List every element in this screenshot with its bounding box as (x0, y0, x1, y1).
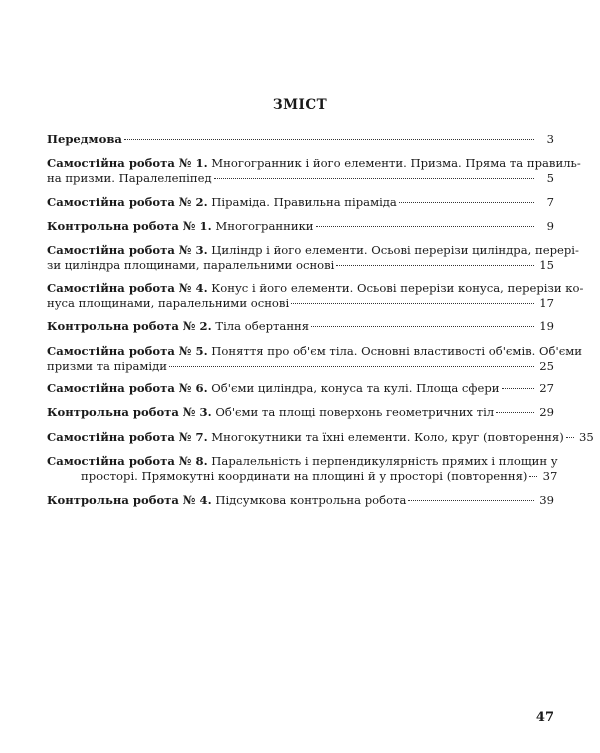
toc-page-number: 3 (546, 132, 554, 146)
toc-entry[interactable] (47, 243, 579, 273)
toc-page-number: 5 (546, 171, 554, 185)
toc-entry-text: на призми. Паралелепіпед (47, 171, 212, 185)
toc-entry-text: Підсумкова контрольна робота (211, 493, 407, 507)
page-number: 47 (535, 710, 554, 725)
toc-entry-text: Піраміда. Правильна піраміда (207, 195, 397, 209)
toc-leader-dots (124, 139, 534, 140)
toc-leader-dots (399, 202, 534, 203)
toc-entry-label: Самостійна робота № 2. (47, 195, 208, 209)
toc-entry-text: Конус і його елементи. Осьові перерізи конуса, перерізи ко- (207, 281, 584, 295)
toc-leader-dots (566, 437, 574, 438)
toc-entry[interactable] (47, 430, 594, 445)
toc-entry-label: Самостійна робота № 8. (47, 454, 208, 468)
toc-entry[interactable] (47, 195, 554, 210)
toc-entry-text: Об'єми циліндра, конуса та кулі. Площа сфери (207, 381, 500, 395)
toc-entry-text: Циліндр і його елементи. Осьові перерізи циліндра, перері- (207, 243, 579, 257)
toc-page-number: 29 (539, 405, 554, 419)
toc-page-number: 9 (546, 219, 554, 233)
toc-leader-dots (502, 388, 534, 389)
toc-entry-text: Многокутники та їхні елементи. Коло, круг (повторення) (207, 430, 564, 444)
toc-entry-text: Многогранники (211, 219, 314, 233)
toc-entry-label: Самостійна робота № 4. (47, 281, 208, 295)
toc-entry-label: Контрольна робота № 3. (47, 405, 212, 419)
toc-entry-label: Самостійна робота № 3. (47, 243, 208, 257)
toc-leader-dots (214, 178, 534, 179)
toc-leader-dots (311, 326, 534, 327)
toc-entry-text: Тіла обертання (211, 319, 310, 333)
toc-leader-dots (316, 226, 534, 227)
toc-entry-text: просторі. Прямокутні координати на площині й у просторі (повторення) (81, 469, 528, 483)
toc-entry[interactable] (47, 381, 554, 396)
toc-entry-label: Самостійна робота № 1. (47, 156, 208, 170)
toc-entry[interactable] (47, 454, 558, 484)
toc-entry-text: Паралельність і перпендикулярність прямих і площин у (207, 454, 558, 468)
toc-entry-text: Об'єми та площі поверхонь геометричних тіл (211, 405, 495, 419)
toc-entry-text: нуса площинами, паралельними основі (47, 296, 290, 310)
toc-page-number: 15 (539, 258, 554, 272)
toc-entry-label: Самостійна робота № 6. (47, 381, 208, 395)
toc-entry[interactable] (47, 281, 584, 311)
toc-entry-text: Многогранник і його елементи. Призма. Пряма та правиль- (207, 156, 581, 170)
toc-entry-label: Контрольна робота № 2. (47, 319, 212, 333)
toc-entry[interactable] (47, 156, 581, 186)
toc-entry-label: Самостійна робота № 5. (47, 344, 208, 358)
toc-entry[interactable] (47, 344, 582, 374)
toc-entry[interactable] (47, 219, 554, 234)
toc-page-number: 19 (539, 319, 554, 333)
toc-page-number: 27 (539, 381, 554, 395)
toc-page-number: 37 (542, 469, 558, 483)
toc-leader-dots (336, 265, 534, 266)
toc-leader-dots (529, 476, 537, 477)
toc-page-number: 7 (546, 195, 554, 209)
toc-leader-dots (291, 303, 534, 304)
toc-entry[interactable] (47, 319, 554, 334)
toc-entry-text: Поняття про об'єм тіла. Основні властивості об'ємів. Об'єми (207, 344, 582, 358)
toc-entry-text: призми та піраміди (47, 359, 168, 373)
toc-entry-label: Передмова (47, 132, 122, 146)
toc-entry-label: Контрольна робота № 1. (47, 219, 212, 233)
toc-leader-dots (169, 366, 534, 367)
toc-leader-dots (496, 412, 534, 413)
toc-page-number: 35 (578, 430, 594, 444)
toc-page-number: 39 (539, 493, 554, 507)
toc-entry[interactable] (47, 493, 554, 508)
toc-page-number: 25 (539, 359, 554, 373)
toc-page-number: 17 (539, 296, 554, 310)
toc-entry[interactable] (47, 405, 554, 420)
toc-leader-dots (408, 500, 534, 501)
toc-entry[interactable] (47, 132, 554, 147)
page-title: ЗМІСТ (272, 97, 328, 113)
toc-entry-label: Контрольна робота № 4. (47, 493, 212, 507)
toc-entry-text: зи циліндра площинами, паралельними основі (47, 258, 335, 272)
toc-entry-label: Самостійна робота № 7. (47, 430, 208, 444)
